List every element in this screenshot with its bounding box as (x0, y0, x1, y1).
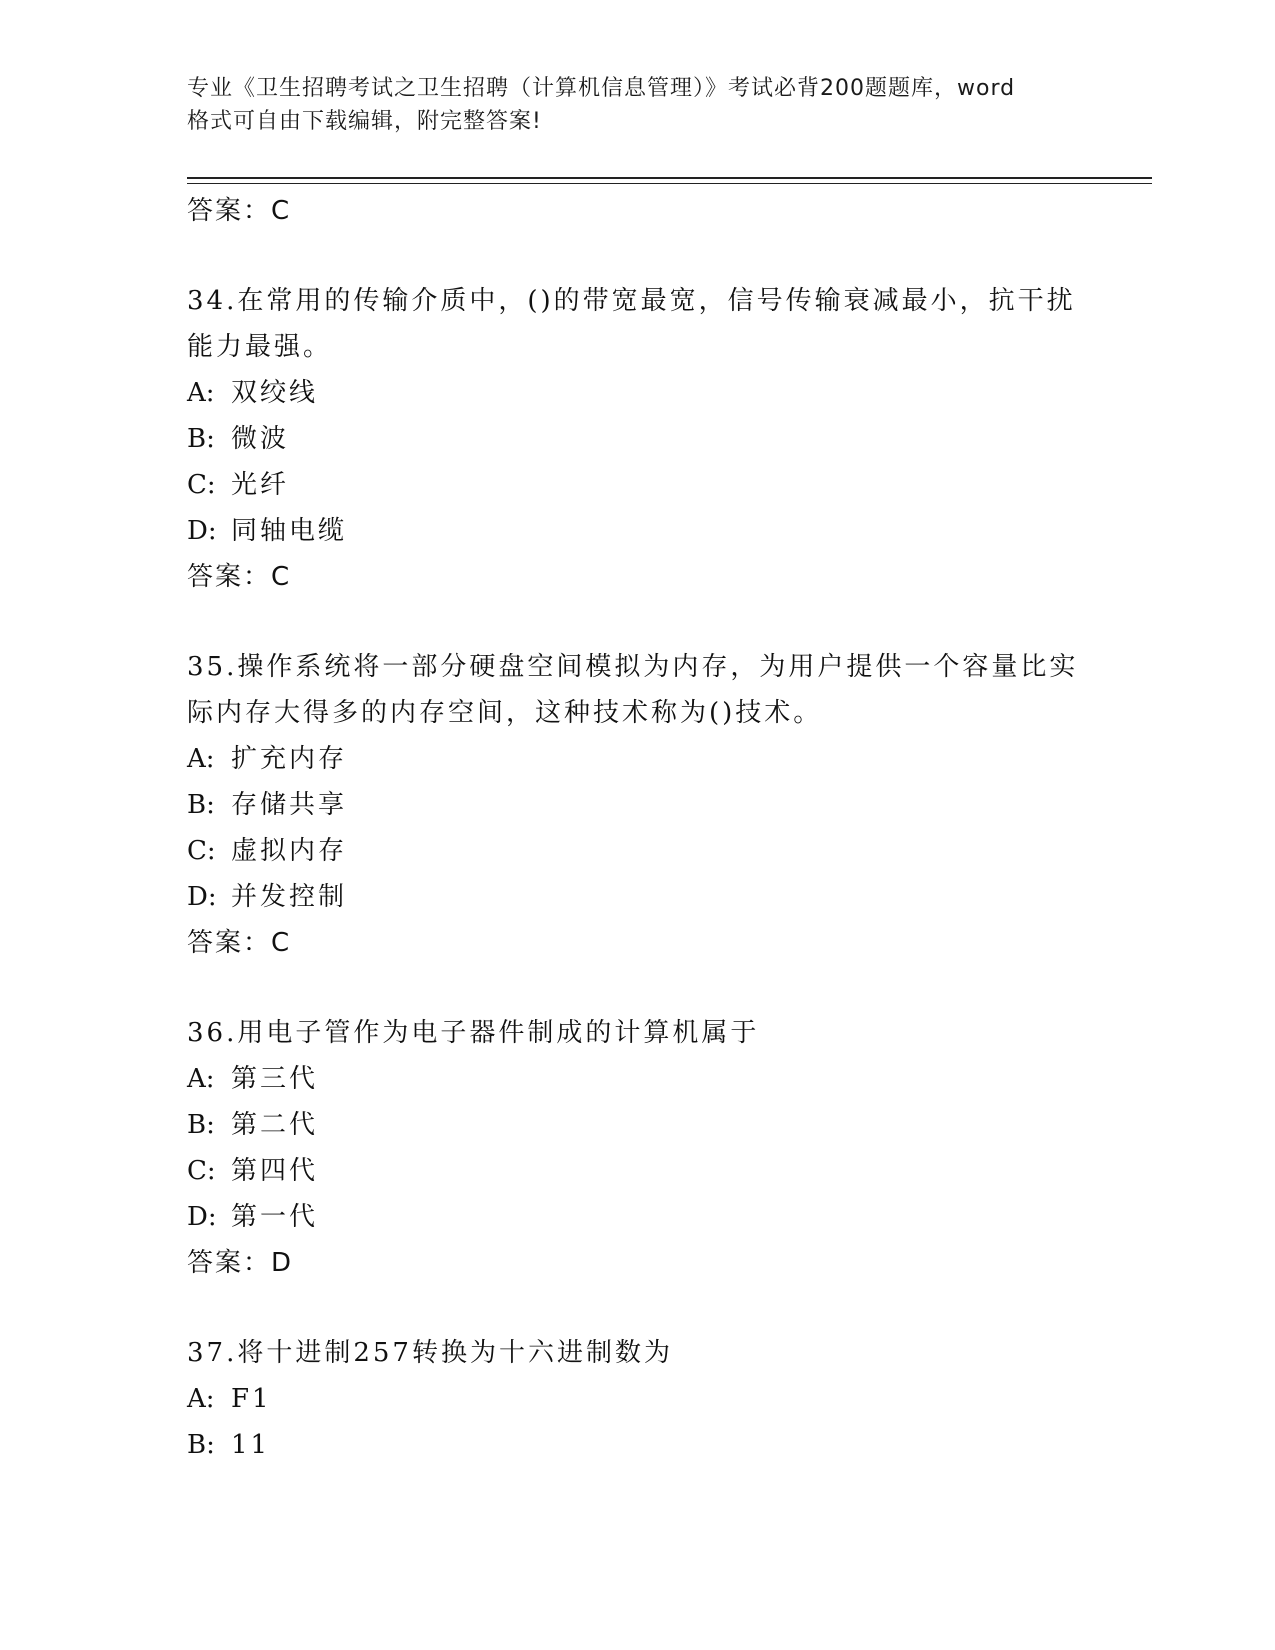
option-text: 同轴电缆 (231, 516, 348, 546)
option-key: D: (187, 516, 217, 546)
answer: 答案：C (187, 562, 292, 592)
question-34 (187, 278, 1087, 600)
option-text: 第四代 (231, 1156, 319, 1186)
question-text-line-1: 35.操作系统将一部分硬盘空间模拟为内存，为用户提供一个容量比实 (187, 652, 1079, 682)
option-key: D: (187, 1202, 217, 1232)
question-text-line-1: 37.将十进制257转换为十六进制数为 (187, 1338, 673, 1368)
option-text: 第三代 (231, 1064, 319, 1094)
option-key: C: (187, 470, 216, 500)
option-text: 第一代 (231, 1202, 319, 1232)
question-36 (187, 1010, 1087, 1286)
option-key: C: (187, 1156, 216, 1186)
option-key: C: (187, 836, 216, 866)
option-key: B: (187, 1110, 215, 1140)
question-text-line-1: 34.在常用的传输介质中，()的带宽最宽，信号传输衰减最小，抗干扰 (187, 286, 1076, 316)
option-key: A: (187, 744, 215, 774)
header-rule-thick (187, 177, 1152, 179)
option-key: B: (187, 1430, 215, 1460)
question-35 (187, 644, 1087, 966)
option-key: A: (187, 1064, 215, 1094)
option-d (187, 874, 1087, 920)
option-key: B: (187, 790, 215, 820)
option-key: A: (187, 1384, 215, 1414)
question-37 (187, 1330, 1087, 1468)
header-line-1: 专业《卫生招聘考试之卫生招聘（计算机信息管理）》考试必背200题题库，word (187, 76, 1016, 101)
option-d (187, 1194, 1087, 1240)
option-b (187, 1422, 1087, 1468)
option-b (187, 1102, 1087, 1148)
document-body (187, 188, 1087, 1468)
option-key: A: (187, 378, 215, 408)
option-c (187, 828, 1087, 874)
option-text: 微波 (231, 424, 290, 454)
option-a (187, 1056, 1087, 1102)
header-rule-thin (187, 183, 1152, 184)
option-key: B: (187, 424, 215, 454)
question-text-line-2: 能力最强。 (187, 332, 333, 362)
option-text: F1 (231, 1384, 272, 1414)
option-b (187, 782, 1087, 828)
answer: 答案：C (187, 928, 292, 958)
question-text-line-2: 际内存大得多的内存空间，这种技术称为()技术。 (187, 698, 823, 728)
option-a (187, 370, 1087, 416)
question-text-line-1: 36.用电子管作为电子器件制成的计算机属于 (187, 1018, 760, 1048)
header-line-2: 格式可自由下载编辑，附完整答案! (187, 109, 542, 134)
option-text: 扩充内存 (231, 744, 348, 774)
option-text: 并发控制 (231, 882, 348, 912)
option-c (187, 1148, 1087, 1194)
option-text: 第二代 (231, 1110, 319, 1140)
answer-previous: 答案：C (187, 196, 292, 226)
option-c (187, 462, 1087, 508)
option-text: 虚拟内存 (231, 836, 348, 866)
option-a (187, 1376, 1087, 1422)
option-text: 双绞线 (231, 378, 319, 408)
option-b (187, 416, 1087, 462)
option-key: D: (187, 882, 217, 912)
option-text: 光纤 (231, 470, 290, 500)
answer: 答案：D (187, 1248, 294, 1278)
option-a (187, 736, 1087, 782)
option-text: 11 (231, 1430, 271, 1460)
option-d (187, 508, 1087, 554)
option-text: 存储共享 (231, 790, 348, 820)
document-header (187, 72, 1087, 138)
